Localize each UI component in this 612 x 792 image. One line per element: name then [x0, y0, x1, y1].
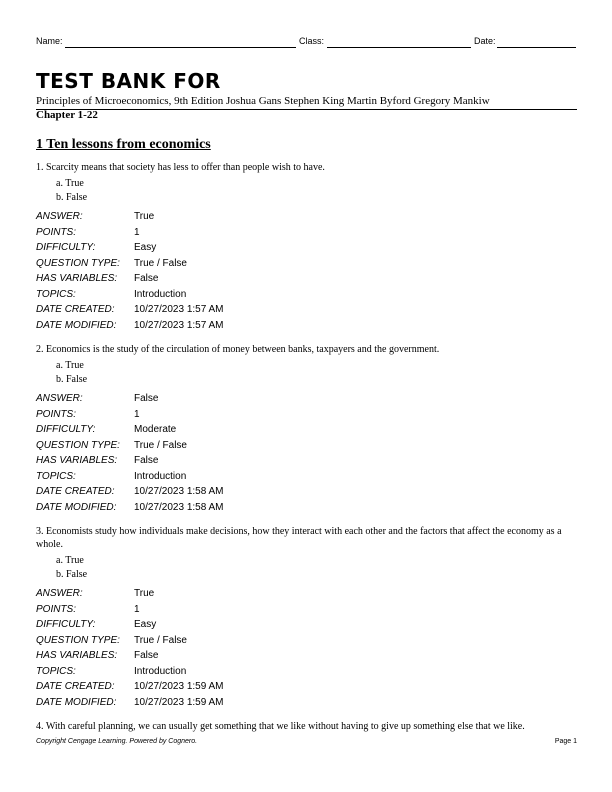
has-variables-value: False	[134, 273, 159, 284]
date-modified-value: 10/27/2023 1:59 AM	[134, 696, 224, 708]
answer-value: True	[134, 588, 155, 599]
answer-row	[36, 586, 577, 602]
has-variables-value: False	[134, 650, 159, 661]
points-row	[36, 407, 577, 423]
question-1	[36, 161, 577, 333]
student-header	[36, 36, 577, 50]
difficulty-row	[36, 240, 577, 256]
date-modified-row	[36, 318, 577, 334]
points-label: POINTS:	[36, 408, 77, 420]
answer-options	[36, 359, 577, 387]
copyright-notice: Copyright Cengage Learning. Powered by Cognero.	[36, 738, 198, 745]
date-modified-label: DATE MODIFIED:	[36, 501, 117, 513]
question-2	[36, 343, 577, 515]
points-label: POINTS:	[36, 603, 77, 615]
class-label: Class:	[299, 36, 325, 46]
date-modified-label: DATE MODIFIED:	[36, 319, 117, 331]
difficulty-value: Moderate	[134, 424, 177, 435]
has-variables-label: HAS VARIABLES:	[36, 273, 118, 284]
date-created-label: DATE CREATED:	[36, 681, 115, 692]
difficulty-label: DIFFICULTY:	[36, 242, 96, 253]
class-field-line[interactable]	[327, 47, 471, 48]
question-stem: 2. Economics is the study of the circulation of money between banks, taxpayers and the government.	[36, 344, 440, 355]
option-false: b. False	[56, 374, 88, 385]
question-3	[36, 525, 577, 710]
has-variables-row	[36, 453, 577, 469]
option-true: a. True	[56, 360, 84, 371]
name-label: Name:	[36, 36, 63, 46]
has-variables-row	[36, 648, 577, 664]
answer-value: False	[134, 393, 159, 404]
topics-label: TOPICS:	[36, 288, 76, 300]
points-value: 1	[134, 603, 140, 615]
question-type-row	[36, 256, 577, 272]
date-modified-row	[36, 500, 577, 516]
points-label: POINTS:	[36, 226, 77, 238]
has-variables-value: False	[134, 455, 159, 466]
topics-row	[36, 664, 577, 680]
question-type-row	[36, 438, 577, 454]
topics-label: TOPICS:	[36, 470, 76, 482]
option-true: a. True	[56, 178, 84, 189]
name-field-line[interactable]	[65, 47, 296, 48]
answer-label: ANSWER:	[36, 588, 83, 599]
chapter-heading: Chapter 1-22	[36, 109, 98, 121]
question-metadata	[36, 586, 577, 710]
date-created-row	[36, 679, 577, 695]
question-4	[36, 720, 577, 733]
answer-label: ANSWER:	[36, 211, 83, 222]
difficulty-label: DIFFICULTY:	[36, 619, 96, 630]
difficulty-label: DIFFICULTY:	[36, 424, 96, 435]
date-created-row	[36, 302, 577, 318]
date-modified-value: 10/27/2023 1:58 AM	[134, 501, 224, 513]
date-modified-value: 10/27/2023 1:57 AM	[134, 319, 224, 331]
document-title: TEST BANK FOR	[36, 69, 221, 93]
date-label: Date:	[474, 36, 496, 46]
answer-options	[36, 177, 577, 205]
has-variables-label: HAS VARIABLES:	[36, 650, 118, 661]
date-created-row	[36, 484, 577, 500]
answer-label: ANSWER:	[36, 393, 83, 404]
question-type-row	[36, 633, 577, 649]
answer-value: True	[134, 211, 155, 222]
question-stem: 3. Economists study how individuals make decisions, how they interact with each other and the factors that affect the economy as a whole.	[36, 526, 562, 550]
has-variables-label: HAS VARIABLES:	[36, 455, 118, 466]
book-subtitle: Principles of Microeconomics, 9th Edition Joshua Gans Stephen King Martin Byford Gregory Mankiw	[36, 95, 577, 110]
answer-options	[36, 554, 577, 582]
topics-row	[36, 287, 577, 303]
question-stem: 1. Scarcity means that society has less to offer than people wish to have.	[36, 162, 325, 173]
difficulty-value: Easy	[134, 242, 157, 253]
points-row	[36, 225, 577, 241]
question-type-label: QUESTION TYPE:	[36, 634, 120, 646]
topics-label: TOPICS:	[36, 665, 76, 677]
question-stem: 4. With careful planning, we can usually get something that we like without having to give up something else that we like.	[36, 721, 525, 732]
points-row	[36, 602, 577, 618]
question-type-value: True / False	[134, 439, 187, 451]
difficulty-row	[36, 617, 577, 633]
difficulty-row	[36, 422, 577, 438]
topics-value: Introduction	[134, 470, 187, 482]
question-type-label: QUESTION TYPE:	[36, 439, 120, 451]
points-value: 1	[134, 408, 140, 420]
topics-value: Introduction	[134, 288, 187, 300]
date-created-label: DATE CREATED:	[36, 304, 115, 315]
date-modified-label: DATE MODIFIED:	[36, 696, 117, 708]
topics-value: Introduction	[134, 665, 187, 677]
section-heading: 1 Ten lessons from economics	[36, 137, 211, 152]
option-true: a. True	[56, 555, 84, 566]
page-number: Page 1	[554, 738, 577, 745]
has-variables-row	[36, 271, 577, 287]
answer-row	[36, 391, 577, 407]
question-type-value: True / False	[134, 634, 187, 646]
question-type-value: True / False	[134, 257, 187, 269]
points-value: 1	[134, 226, 140, 238]
question-metadata	[36, 209, 577, 333]
date-created-value: 10/27/2023 1:59 AM	[134, 681, 224, 692]
date-created-label: DATE CREATED:	[36, 486, 115, 497]
date-created-value: 10/27/2023 1:58 AM	[134, 486, 224, 497]
difficulty-value: Easy	[134, 619, 157, 630]
date-modified-row	[36, 695, 577, 711]
date-created-value: 10/27/2023 1:57 AM	[134, 304, 224, 315]
answer-row	[36, 209, 577, 225]
question-type-label: QUESTION TYPE:	[36, 257, 120, 269]
question-metadata	[36, 391, 577, 515]
topics-row	[36, 469, 577, 485]
option-false: b. False	[56, 192, 88, 203]
option-false: b. False	[56, 569, 88, 580]
date-field-line[interactable]	[497, 47, 576, 48]
